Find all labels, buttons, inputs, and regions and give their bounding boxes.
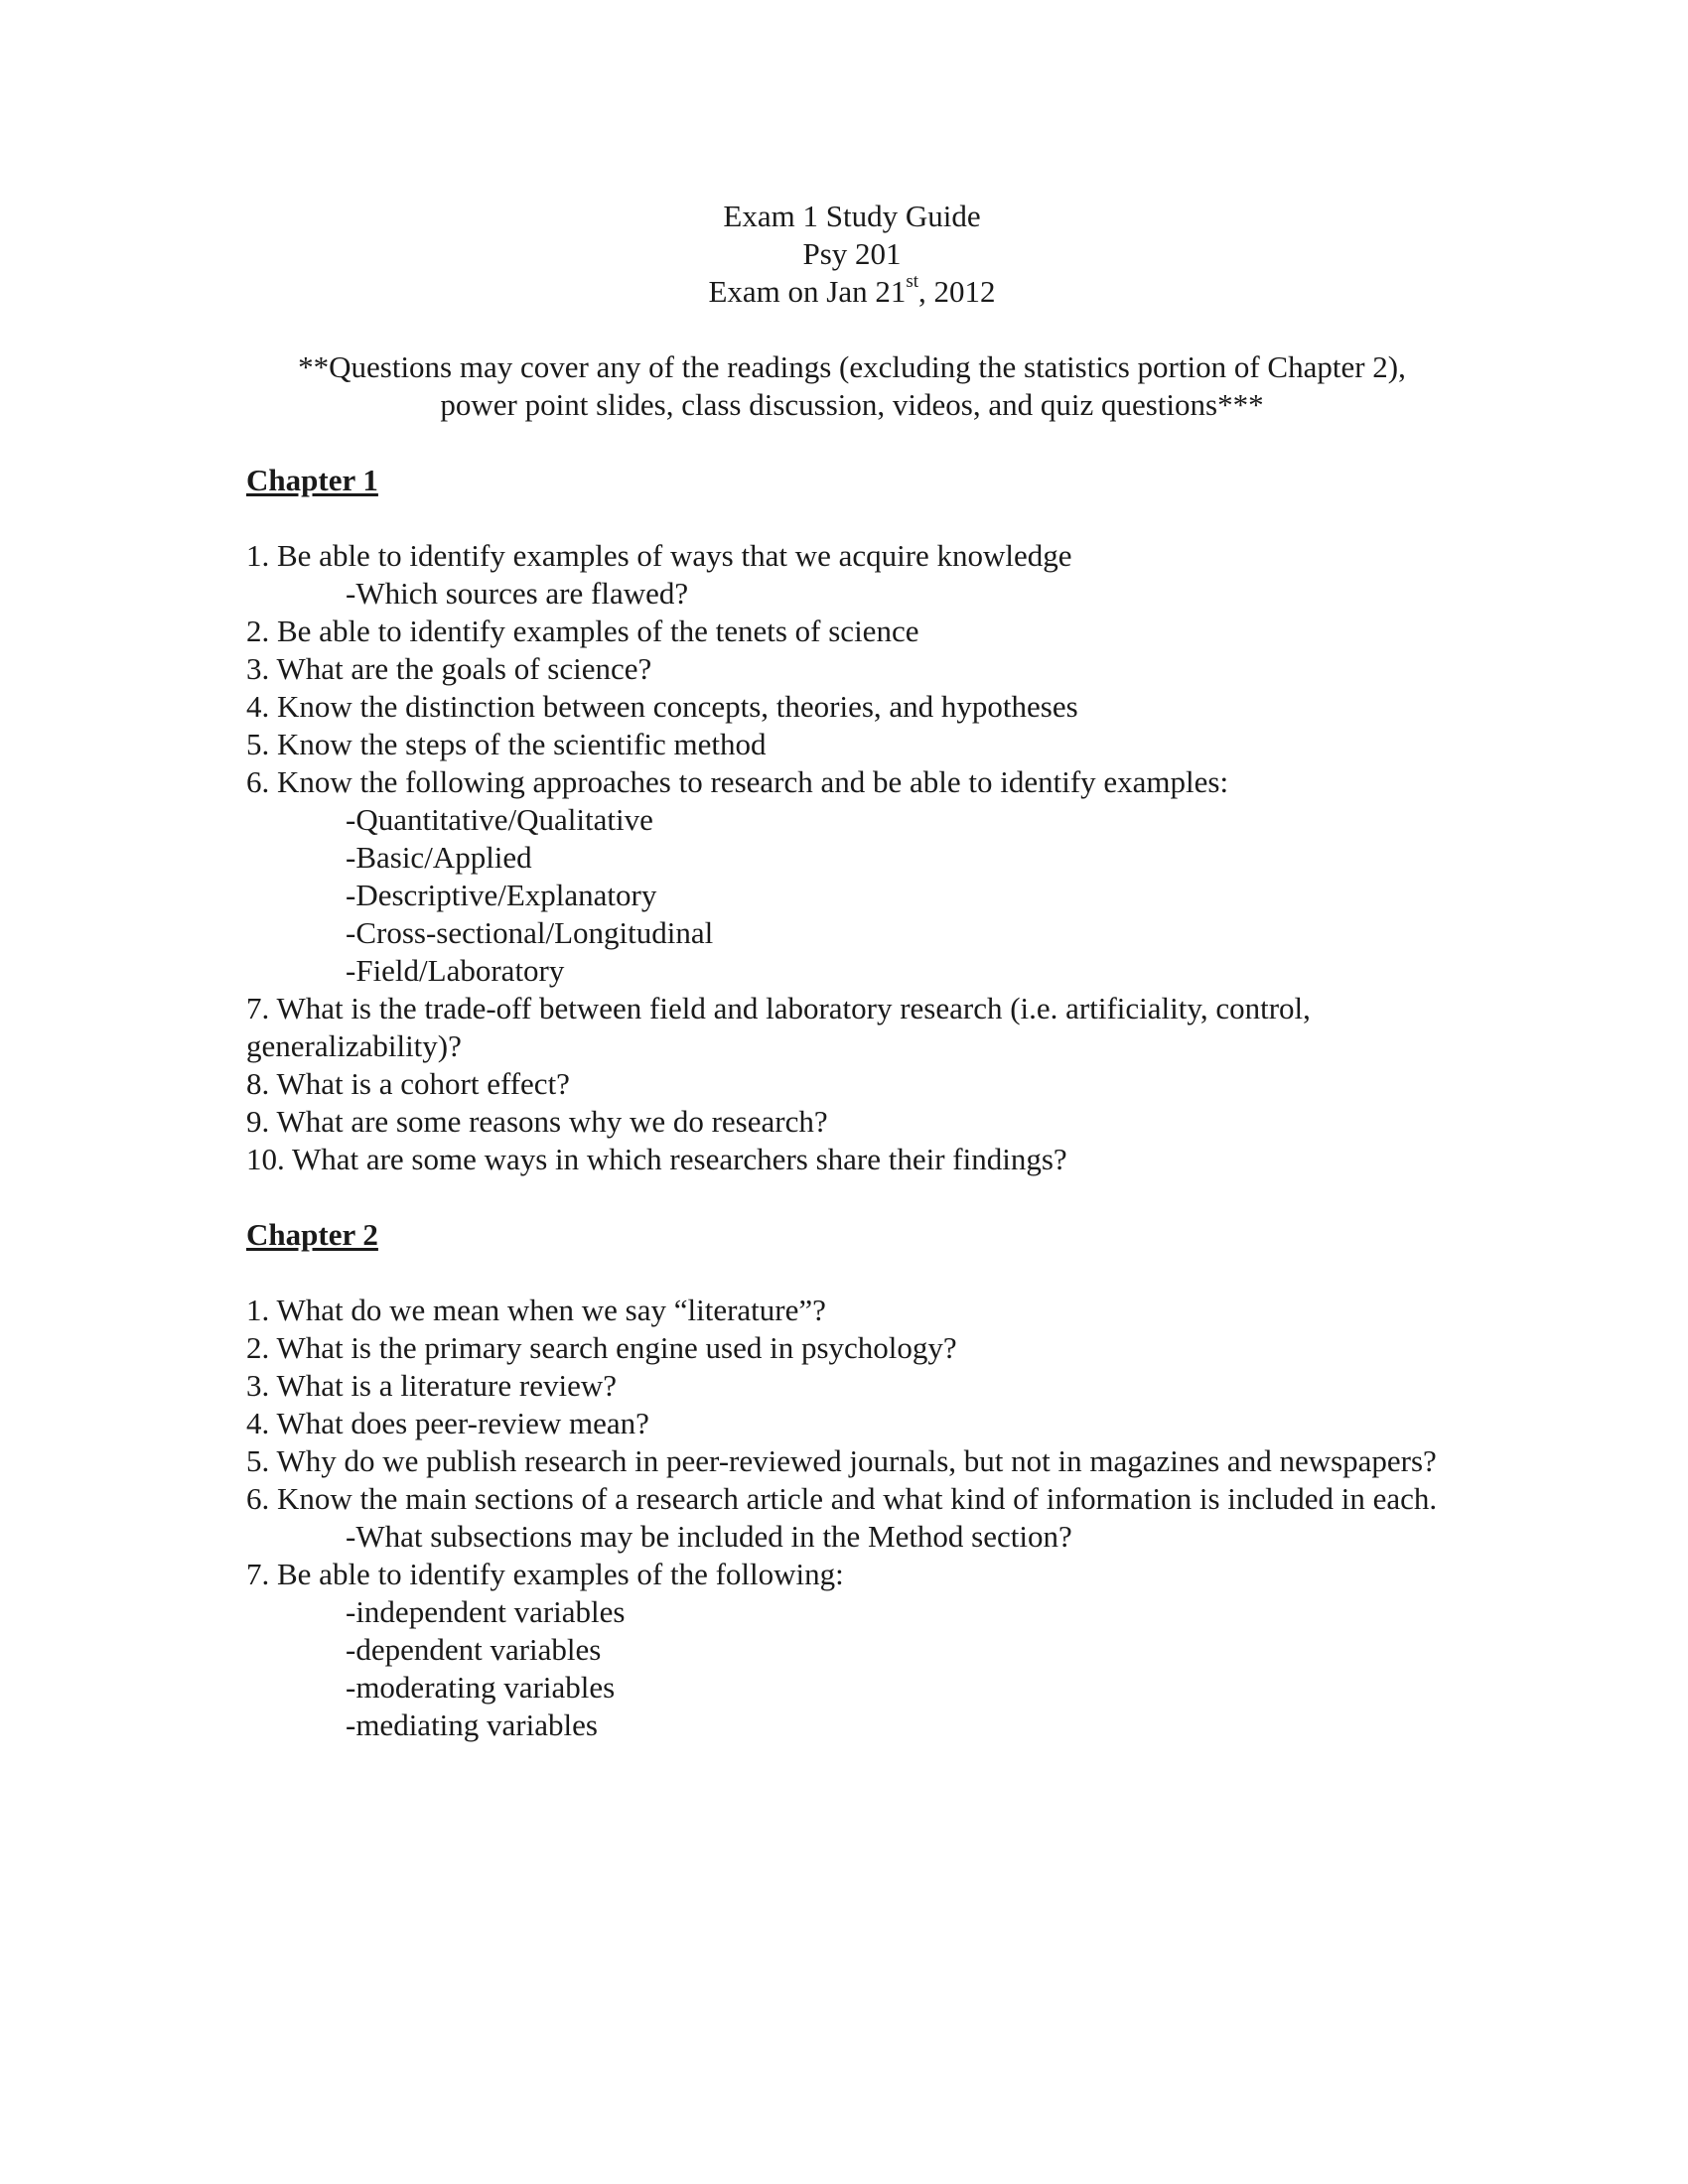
coverage-note-line-1: **Questions may cover any of the readings (excluding the statistics portion of Chapter 2), bbox=[298, 349, 1406, 384]
chapter-1-item-6: 6. Know the following approaches to research and be able to identify examples: bbox=[246, 764, 1229, 799]
chapter-1-item-7: 7. What is the trade-off between field and laboratory research (i.e. artificiality, control, generalizability)? bbox=[246, 991, 1311, 1063]
chapter-1-item-6-sub: -Descriptive/Explanatory bbox=[346, 878, 657, 912]
chapter-2-item-7-sub: -mediating variables bbox=[346, 1707, 598, 1742]
chapter-1-item-8: 8. What is a cohort effect? bbox=[246, 1066, 570, 1101]
chapter-2-heading: Chapter 2 bbox=[246, 1217, 378, 1252]
chapter-2-item-2: 2. What is the primary search engine used in psychology? bbox=[246, 1330, 957, 1365]
exam-date-suffix: st bbox=[906, 270, 919, 292]
chapter-2-item-6: 6. Know the main sections of a research article and what kind of information is included in each. bbox=[246, 1481, 1438, 1516]
chapter-1-item-6-sub: -Cross-sectional/Longitudinal bbox=[346, 915, 714, 950]
coverage-note bbox=[246, 348, 1458, 424]
chapter-2-item-7-sub: -moderating variables bbox=[346, 1670, 616, 1705]
chapter-1-item-6-sub: -Quantitative/Qualitative bbox=[346, 802, 653, 837]
chapter-1-heading: Chapter 1 bbox=[246, 463, 378, 497]
chapter-2-item-7: 7. Be able to identify examples of the following: bbox=[246, 1557, 844, 1591]
chapter-1-item-4: 4. Know the distinction between concepts, theories, and hypotheses bbox=[246, 689, 1078, 724]
chapter-2-item-4: 4. What does peer-review mean? bbox=[246, 1406, 649, 1440]
chapter-1-item-3: 3. What are the goals of science? bbox=[246, 651, 652, 686]
chapter-1-item-6-sub: -Basic/Applied bbox=[346, 840, 532, 875]
chapter-2-item-7-sub: -dependent variables bbox=[346, 1632, 602, 1667]
chapter-1-item-10: 10. What are some ways in which researchers share their findings? bbox=[246, 1142, 1067, 1176]
exam-date bbox=[246, 270, 1458, 311]
chapter-1-item-1: 1. Be able to identify examples of ways that we acquire knowledge bbox=[246, 538, 1072, 573]
chapter-1-item-5: 5. Know the steps of the scientific method bbox=[246, 727, 767, 761]
course-name: Psy 201 bbox=[802, 236, 902, 271]
chapter-2-item-3: 3. What is a literature review? bbox=[246, 1368, 617, 1403]
coverage-note-line-2: power point slides, class discussion, videos, and quiz questions*** bbox=[440, 387, 1264, 422]
exam-date-prefix: Exam on Jan 21 bbox=[708, 274, 907, 309]
chapter-1-section bbox=[246, 462, 1458, 1178]
chapter-2-item-7-sub: -independent variables bbox=[346, 1594, 626, 1629]
chapter-1-item-2: 2. Be able to identify examples of the tenets of science bbox=[246, 614, 919, 648]
chapter-2-section bbox=[246, 1216, 1458, 1744]
chapter-2-item-5: 5. Why do we publish research in peer-reviewed journals, but not in magazines and newspapers? bbox=[246, 1443, 1437, 1478]
chapter-1-item-6-sub: -Field/Laboratory bbox=[346, 953, 565, 988]
chapter-2-item-1: 1. What do we mean when we say “literature”? bbox=[246, 1293, 826, 1327]
document-title: Exam 1 Study Guide bbox=[723, 199, 981, 233]
chapter-1-item-1-sub: -Which sources are flawed? bbox=[346, 576, 689, 611]
document-header bbox=[246, 198, 1458, 311]
chapter-1-item-9: 9. What are some reasons why we do research? bbox=[246, 1104, 828, 1139]
exam-date-year: , 2012 bbox=[918, 274, 996, 309]
chapter-2-item-6-sub: -What subsections may be included in the Method section? bbox=[346, 1519, 1072, 1554]
document-content bbox=[246, 198, 1458, 1744]
